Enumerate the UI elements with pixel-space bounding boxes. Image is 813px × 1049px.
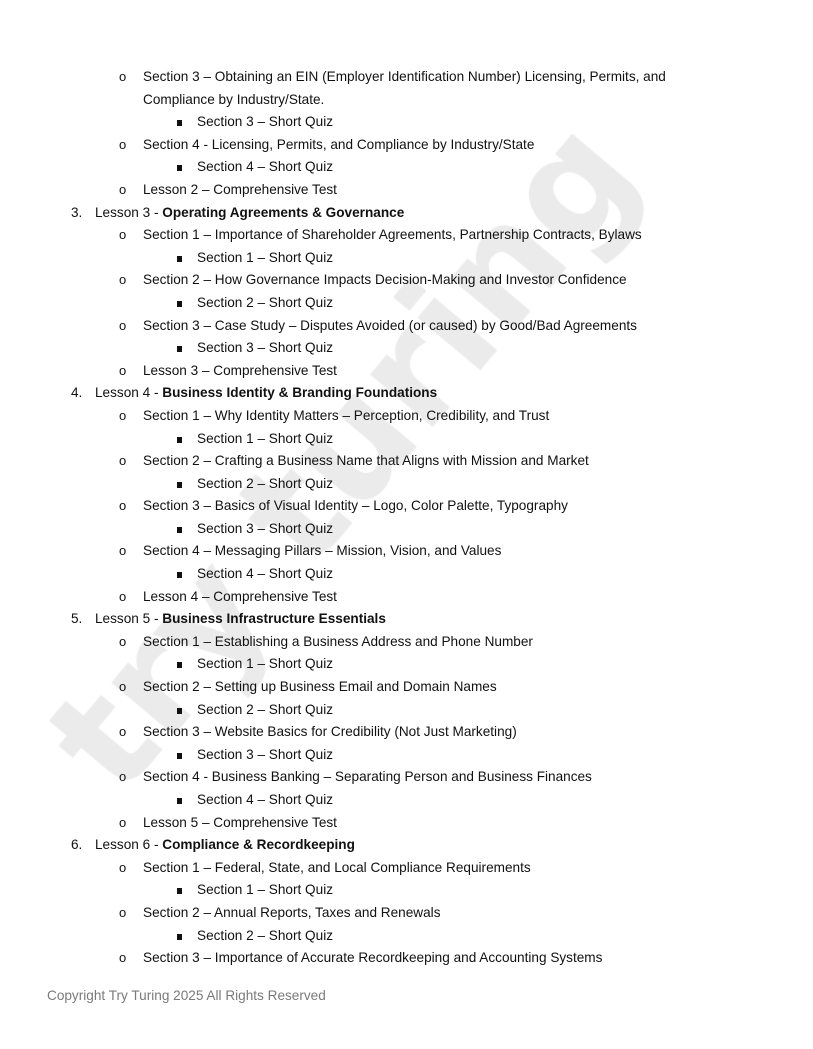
- item-text: Section 2 – Short Quiz: [197, 294, 334, 310]
- lesson-title: Operating Agreements & Governance: [162, 204, 405, 220]
- lesson-title: Compliance & Recordkeeping: [162, 837, 355, 853]
- quiz-item: [0, 925, 813, 948]
- section-item: [0, 450, 813, 473]
- lesson-title: Business Identity & Branding Foundations: [162, 385, 438, 401]
- item-text: Section 3 – Importance of Accurate Recordkeeping and Accounting Systems: [143, 950, 603, 966]
- item-text: Section 3 – Case Study – Disputes Avoided (or caused) by Good/Bad Agreements: [143, 317, 637, 333]
- item-text: Section 4 – Short Quiz: [197, 159, 334, 175]
- lesson-heading: [0, 834, 813, 857]
- square-bullet-icon: [177, 662, 182, 668]
- quiz-item: [0, 699, 813, 722]
- course-outline: [0, 66, 813, 970]
- item-text: Section 3 – Short Quiz: [197, 520, 334, 536]
- quiz-item: [0, 879, 813, 902]
- square-bullet-icon: [177, 301, 182, 307]
- item-text: Section 4 - Business Banking – Separating Person and Business Finances: [143, 769, 592, 785]
- section-item: [0, 134, 813, 157]
- square-bullet-icon: [177, 708, 182, 714]
- item-text: Section 1 – Short Quiz: [197, 656, 334, 672]
- circle-bullet-icon: o: [119, 904, 127, 920]
- list-number: 4.: [71, 385, 83, 401]
- square-bullet-icon: [177, 753, 182, 759]
- square-bullet-icon: [177, 888, 182, 894]
- section-item: [0, 812, 813, 835]
- item-text: Lesson 5 – Comprehensive Test: [143, 814, 337, 830]
- quiz-item: [0, 653, 813, 676]
- item-text: Section 2 – Short Quiz: [197, 701, 334, 717]
- item-text: Section 3 – Basics of Visual Identity – Logo, Color Palette, Typography: [143, 498, 568, 514]
- circle-bullet-icon: o: [119, 950, 127, 966]
- quiz-item: [0, 473, 813, 496]
- item-text: Section 2 – How Governance Impacts Decision-Making and Investor Confidence: [143, 272, 627, 288]
- circle-bullet-icon: o: [119, 227, 127, 243]
- circle-bullet-icon: o: [119, 588, 127, 604]
- quiz-item: [0, 518, 813, 541]
- item-text: Section 3 – Short Quiz: [197, 746, 334, 762]
- lesson-heading: [0, 382, 813, 405]
- quiz-item: [0, 744, 813, 767]
- square-bullet-icon: [177, 165, 182, 171]
- circle-bullet-icon: o: [119, 136, 127, 152]
- lesson-title: Business Infrastructure Essentials: [162, 611, 386, 627]
- list-number: 5.: [71, 611, 83, 627]
- section-item: [0, 947, 813, 970]
- item-text: Lesson 2 – Comprehensive Test: [143, 181, 337, 197]
- item-text: Section 4 - Licensing, Permits, and Compliance by Industry/State: [143, 136, 535, 152]
- square-bullet-icon: [177, 482, 182, 488]
- circle-bullet-icon: o: [119, 859, 127, 875]
- quiz-item: [0, 156, 813, 179]
- lesson-heading: [0, 608, 813, 631]
- item-text: Section 1 – Federal, State, and Local Compliance Requirements: [143, 859, 531, 875]
- square-bullet-icon: [177, 934, 182, 940]
- circle-bullet-icon: o: [119, 181, 127, 197]
- item-text: Section 1 – Why Identity Matters – Perception, Credibility, and Trust: [143, 407, 550, 423]
- circle-bullet-icon: o: [119, 69, 127, 84]
- item-text: Section 2 – Short Quiz: [197, 927, 334, 943]
- section-item: [0, 66, 813, 111]
- item-text: Lesson 6 -: [95, 837, 163, 853]
- quiz-item: [0, 337, 813, 360]
- item-text: Section 2 – Setting up Business Email and Domain Names: [143, 679, 497, 695]
- section-item: [0, 179, 813, 202]
- circle-bullet-icon: o: [119, 724, 127, 740]
- section-item: [0, 540, 813, 563]
- item-text: Section 1 – Short Quiz: [197, 430, 334, 446]
- section-item: [0, 676, 813, 699]
- circle-bullet-icon: o: [119, 272, 127, 288]
- item-text: Section 3 – Short Quiz: [197, 114, 334, 130]
- item-text: Section 3 – Short Quiz: [197, 340, 334, 356]
- item-text: Lesson 5 -: [95, 611, 163, 627]
- circle-bullet-icon: o: [119, 814, 127, 830]
- circle-bullet-icon: o: [119, 543, 127, 559]
- item-text: Section 1 – Importance of Shareholder Agreements, Partnership Contracts, Bylaws: [143, 227, 642, 243]
- circle-bullet-icon: o: [119, 679, 127, 695]
- circle-bullet-icon: o: [119, 362, 127, 378]
- quiz-item: [0, 563, 813, 586]
- section-item: [0, 586, 813, 609]
- circle-bullet-icon: o: [119, 453, 127, 469]
- square-bullet-icon: [177, 527, 182, 533]
- section-item: [0, 360, 813, 383]
- square-bullet-icon: [177, 120, 182, 126]
- item-text: Section 2 – Crafting a Business Name that Aligns with Mission and Market: [143, 453, 589, 469]
- item-text: Section 2 – Annual Reports, Taxes and Renewals: [143, 904, 441, 920]
- item-text: Section 1 – Establishing a Business Address and Phone Number: [143, 633, 533, 649]
- quiz-item: [0, 111, 813, 134]
- list-number: 3.: [71, 204, 83, 220]
- square-bullet-icon: [177, 256, 182, 262]
- section-item: [0, 495, 813, 518]
- section-item: [0, 902, 813, 925]
- item-text: Lesson 3 -: [95, 204, 163, 220]
- section-item: [0, 721, 813, 744]
- section-item: [0, 631, 813, 654]
- list-number: 6.: [71, 837, 83, 853]
- quiz-item: [0, 789, 813, 812]
- circle-bullet-icon: o: [119, 633, 127, 649]
- section-item: [0, 315, 813, 338]
- item-text: Section 4 – Messaging Pillars – Mission, Vision, and Values: [143, 543, 502, 559]
- square-bullet-icon: [177, 346, 182, 352]
- quiz-item: [0, 428, 813, 451]
- copyright-footer: Copyright Try Turing 2025 All Rights Reserved: [47, 988, 326, 1003]
- item-text: Section 3 – Obtaining an EIN (Employer Identification Number) Licensing, Permits, and Compliance by Industry/State.: [143, 69, 666, 107]
- section-item: [0, 857, 813, 880]
- item-text: Section 1 – Short Quiz: [197, 249, 334, 265]
- item-text: Section 2 – Short Quiz: [197, 475, 334, 491]
- lesson-heading: [0, 202, 813, 225]
- item-text: Lesson 4 -: [95, 385, 163, 401]
- section-item: [0, 224, 813, 247]
- item-text: Section 4 – Short Quiz: [197, 566, 334, 582]
- item-text: Section 4 – Short Quiz: [197, 792, 334, 807]
- circle-bullet-icon: o: [119, 407, 127, 423]
- item-text: Lesson 4 – Comprehensive Test: [143, 588, 337, 604]
- item-text: Section 3 – Website Basics for Credibility (Not Just Marketing): [143, 724, 517, 740]
- circle-bullet-icon: o: [119, 498, 127, 514]
- square-bullet-icon: [177, 572, 182, 578]
- circle-bullet-icon: o: [119, 317, 127, 333]
- square-bullet-icon: [177, 798, 182, 804]
- section-item: [0, 766, 813, 789]
- section-item: [0, 269, 813, 292]
- item-text: Lesson 3 – Comprehensive Test: [143, 362, 337, 378]
- section-item: [0, 405, 813, 428]
- item-text: Section 1 – Short Quiz: [197, 882, 334, 898]
- circle-bullet-icon: o: [119, 769, 127, 785]
- quiz-item: [0, 292, 813, 315]
- square-bullet-icon: [177, 437, 182, 443]
- quiz-item: [0, 247, 813, 270]
